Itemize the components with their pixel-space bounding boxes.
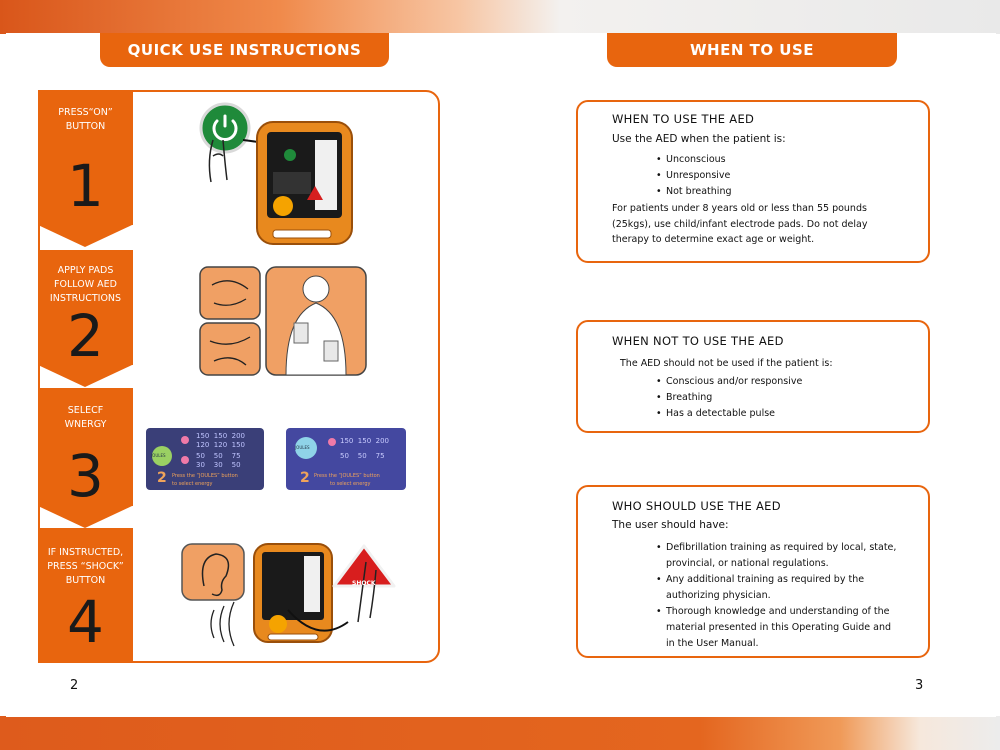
step-3-number: 3 bbox=[67, 442, 104, 510]
energy-panel-right-button-text: JOULES bbox=[295, 445, 310, 450]
power-button-icon bbox=[201, 104, 249, 152]
when-not-to-use-list bbox=[658, 374, 802, 422]
step-1-illustration bbox=[195, 100, 355, 250]
list-item: • Has a detectable pulse bbox=[658, 406, 802, 422]
energy-panel-left-row4: 30 30 50 bbox=[196, 461, 241, 469]
step-4-number: 4 bbox=[67, 588, 104, 656]
when-to-use-list bbox=[658, 152, 732, 200]
step-2-illustration bbox=[200, 265, 370, 380]
energy-panel-left-step-number: 2 bbox=[157, 470, 167, 486]
list-item: • Conscious and/or responsive bbox=[658, 374, 802, 390]
list-item: • Breathing bbox=[658, 390, 802, 406]
ear-icon bbox=[182, 544, 244, 600]
step-1-label-line2: BUTTON bbox=[65, 121, 106, 132]
top-gradient-bar bbox=[0, 0, 1000, 34]
pad-placement-photo-2 bbox=[200, 323, 260, 375]
step-1-arrow bbox=[38, 225, 132, 247]
when-not-to-use-subtitle: The AED should not be used if the patient is: bbox=[620, 358, 833, 369]
when-to-use-title: WHEN TO USE THE AED bbox=[612, 112, 755, 126]
energy-panel-right-caption-1: Press the “JOULES” button bbox=[314, 473, 380, 479]
page-number-left: 2 bbox=[70, 678, 79, 693]
energy-panel-left-row1: 150 150 200 bbox=[196, 432, 245, 440]
sound-waves-icon bbox=[211, 602, 234, 646]
page-number-right: 3 bbox=[915, 678, 924, 693]
energy-panel-right-row1: 150 150 200 bbox=[340, 437, 389, 445]
when-to-use-box bbox=[576, 100, 930, 263]
step-3-panel bbox=[38, 388, 133, 510]
energy-panel-left-row2: 120 120 150 bbox=[196, 441, 245, 449]
when-to-use-header: WHEN TO USE bbox=[607, 33, 897, 67]
step-1-panel bbox=[38, 90, 133, 225]
step-2-panel bbox=[38, 250, 133, 370]
when-not-to-use-box bbox=[576, 320, 930, 433]
energy-panel-right-caption-2: to select energy bbox=[330, 481, 371, 487]
who-should-use-title: WHO SHOULD USE THE AED bbox=[612, 499, 781, 513]
list-item-line: • Thorough knowledge and understanding of the bbox=[666, 606, 890, 617]
list-item: • Not breathing bbox=[658, 184, 732, 200]
step-3-arrow bbox=[38, 506, 132, 528]
child-pads-note bbox=[612, 201, 912, 248]
when-to-use-subtitle: Use the AED when the patient is: bbox=[612, 133, 786, 145]
step-4-label-line2: PRESS “SHOCK” bbox=[47, 561, 124, 572]
shock-button-label: SHOCK bbox=[352, 580, 376, 587]
list-item-line: • Any additional training as required by the bbox=[666, 574, 865, 585]
energy-panel-left-caption-1: Press the “JOULES” button bbox=[172, 473, 238, 479]
list-item bbox=[658, 604, 896, 652]
step-2-arrow bbox=[38, 365, 132, 387]
step-4-label-line3: BUTTON bbox=[65, 575, 106, 586]
note-line: therapy to determine exact age or weight. bbox=[612, 234, 815, 245]
list-item: • Unconscious bbox=[658, 152, 732, 168]
step-2-number: 2 bbox=[67, 302, 104, 370]
note-line: For patients under 8 years old or less than 55 pounds bbox=[612, 203, 867, 214]
list-item: • Unresponsive bbox=[658, 168, 732, 184]
who-should-use-box bbox=[576, 485, 930, 658]
step-3-label-line2: WNERGY bbox=[64, 419, 107, 430]
list-item-line: • Defibrillation training as required by local, state, bbox=[666, 542, 897, 553]
step-1-number: 1 bbox=[67, 152, 104, 220]
who-should-use-subtitle: The user should have: bbox=[612, 519, 729, 531]
energy-panel-left-caption-2: to select energy bbox=[172, 481, 213, 487]
step-2-label-line2: FOLLOW AED bbox=[54, 279, 117, 290]
list-item bbox=[658, 572, 896, 604]
note-line: (25kgs), use child/infant electrode pads. Do not delay bbox=[612, 218, 868, 230]
energy-panel-left-button-text: JOULES bbox=[151, 453, 166, 458]
energy-panel-right-row2: 50 50 75 bbox=[340, 452, 385, 460]
list-item bbox=[658, 540, 896, 572]
energy-panel-left-row3: 50 50 75 bbox=[196, 452, 241, 460]
when-not-to-use-title: WHEN NOT TO USE THE AED bbox=[612, 334, 784, 348]
list-item-line: authorizing physician. bbox=[666, 590, 771, 601]
who-should-use-list bbox=[658, 540, 896, 652]
bottom-gradient-bar bbox=[0, 716, 1000, 750]
list-item-line: material presented in this Operating Guide and bbox=[666, 622, 892, 633]
step-3-label-line1: SELECF bbox=[67, 405, 104, 416]
pad-placement-photo-1 bbox=[200, 267, 260, 319]
list-item-line: in the User Manual. bbox=[666, 638, 759, 649]
step-4-panel bbox=[38, 528, 133, 663]
step-2-label-line1: APPLY PADS bbox=[57, 265, 114, 276]
step-2-label-line3: INSTRUCTIONS bbox=[49, 293, 122, 304]
quick-use-header: QUICK USE INSTRUCTIONS bbox=[100, 33, 389, 67]
energy-panel-right-step-number: 2 bbox=[300, 470, 310, 486]
step-4-illustration bbox=[180, 540, 410, 655]
list-item-line: provincial, or national regulations. bbox=[666, 558, 829, 569]
step-4-label-line1: IF INSTRUCTED, bbox=[47, 547, 124, 558]
step-1-label-line1: PRESS“ON” bbox=[58, 107, 113, 118]
